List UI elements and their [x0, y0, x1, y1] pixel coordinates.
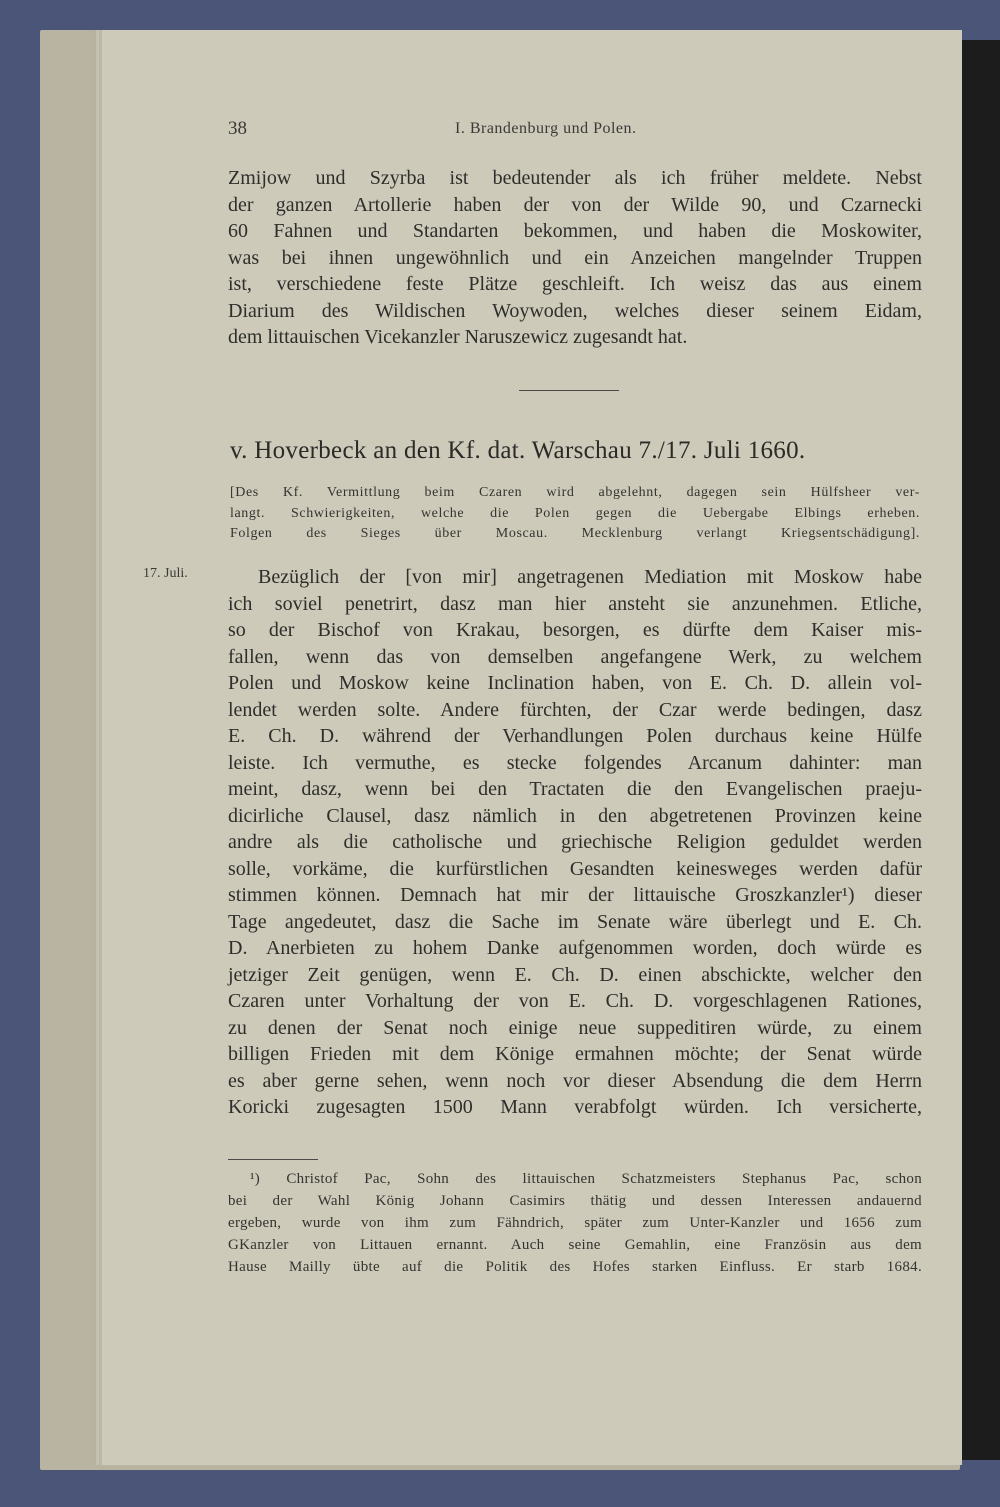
running-title: I. Brandenburg und Polen. — [455, 120, 637, 137]
footnote-rule — [228, 1159, 318, 1160]
text-line: zu denen der Senat noch einige neue suppeditiren würde, zu einem — [228, 1016, 922, 1039]
text-line: dicirliche Clausel, dasz nämlich in den abgetretenen Provinzen keine — [228, 804, 922, 827]
adjacent-page-edge — [962, 40, 1000, 1460]
text-line: D. Anerbieten zu hohem Danke aufgenommen worden, doch würde es — [228, 937, 922, 959]
footnote — [228, 1168, 922, 1278]
summary-line: [Des Kf. Vermittlung beim Czaren wird abgelehnt, dagegen sein Hülfsheer ver- — [230, 485, 920, 500]
text-line: Polen und Moskow keine Inclination haben, von E. Ch. D. allein vol- — [228, 672, 922, 694]
text-line: 60 Fahnen und Standarten bekommen, und haben die Moskowiter, — [228, 220, 922, 242]
text-line: was bei ihnen ungewöhnlich und ein Anzeichen mangelnder Truppen — [228, 246, 922, 269]
page-number: 38 — [228, 118, 247, 139]
footnote-line: GKanzler von Littauen ernannt. Auch seine Gemahlin, eine Französin aus dem — [228, 1237, 922, 1253]
text-line: ich soviel penetrirt, dasz man hier ansteht sie anzunehmen. Etliche, — [228, 592, 922, 615]
footnote-line: bei der Wahl König Johann Casimirs thätig und dessen Interessen andauernd — [228, 1193, 922, 1209]
text-line: solle, vorkäme, die kurfürstlichen Gesandten keinesweges werden dafür — [228, 857, 922, 880]
text-line: andre als die catholische und griechische Religion geduldet werden — [228, 831, 922, 853]
text-line: leiste. Ich vermuthe, es stecke folgendes Arcanum dahinter: man — [228, 751, 922, 774]
text-line: E. Ch. D. während der Verhandlungen Polen durchaus keine Hülfe — [228, 725, 922, 747]
text-line: Czaren unter Vorhaltung der von E. Ch. D. vorgeschlagenen Rationes, — [228, 990, 922, 1012]
page-header — [225, 118, 925, 144]
text-line: Zmijow und Szyrba ist bedeutender als ich früher meldete. Nebst — [228, 167, 922, 189]
text-line: stimmen können. Demnach hat mir der littauische Groszkanzler¹) dieser — [228, 884, 922, 906]
summary-line: langt. Schwierigkeiten, welche die Polen gegen die Uebergabe Elbings erheben. — [230, 505, 920, 521]
margin-date: 17. Juli. — [143, 566, 188, 581]
text-line: ist, verschiedene feste Plätze geschleift. Ich weisz das aus einem — [228, 273, 922, 295]
footnote-line: ¹) Christof Pac, Sohn des littauischen Schatzmeisters Stephanus Pac, schon — [250, 1171, 922, 1187]
text-line: dem littauischen Vicekanzler Naruszewicz zugesandt hat. — [228, 326, 688, 348]
text-line: lendet werden solte. Andere fürchten, der Czar werde bedingen, dasz — [228, 698, 922, 721]
letter-heading: v. Hoverbeck an den Kf. dat. Warschau 7./17. Juli 1660. — [230, 437, 806, 464]
footnote-line: Hause Mailly übte auf die Politik des Hofes starken Einfluss. Er starb 1684. — [228, 1259, 922, 1275]
text-line: so der Bischof von Krakau, besorgen, es dürfte dem Kaiser mis- — [228, 619, 922, 641]
paragraph-2 — [228, 564, 922, 1121]
footnote-line: ergeben, wurde von ihm zum Fähndrich, später zum Unter-Kanzler und 1656 zum — [228, 1215, 922, 1231]
text-line: Diarium des Wildischen Woywoden, welches dieser seinem Eidam, — [228, 299, 922, 322]
summary-line: Folgen des Sieges über Moscau. Mecklenburg verlangt Kriegsentschädigung]. — [230, 526, 920, 541]
text-line: Tage angedeutet, dasz die Sache im Senate wäre überlegt und E. Ch. — [228, 910, 922, 933]
text-line: Bezüglich der [von mir] angetragenen Mediation mit Moskow habe — [258, 566, 922, 588]
text-line: es aber gerne sehen, wenn noch vor dieser Absendung die dem Herrn — [228, 1069, 922, 1092]
paragraph-1 — [228, 165, 922, 351]
text-line: fallen, wenn das von demselben angefangene Werk, zu welchem — [228, 645, 922, 668]
text-line: meint, dasz, wenn bei den Tractaten die den Evangelischen praeju- — [228, 778, 922, 800]
section-divider — [519, 390, 619, 391]
text-line: der ganzen Artollerie haben der von der Wilde 90, und Czarnecki — [228, 193, 922, 216]
text-line: billigen Frieden mit dem Könige ermahnen möchte; der Senat würde — [228, 1043, 922, 1065]
text-line: Koricki zugesagten 1500 Mann verabfolgt würden. Ich versicherte, — [228, 1096, 922, 1118]
letter-summary — [230, 483, 920, 545]
text-line: jetziger Zeit genügen, wenn E. Ch. D. einen abschickte, welcher den — [228, 963, 922, 986]
